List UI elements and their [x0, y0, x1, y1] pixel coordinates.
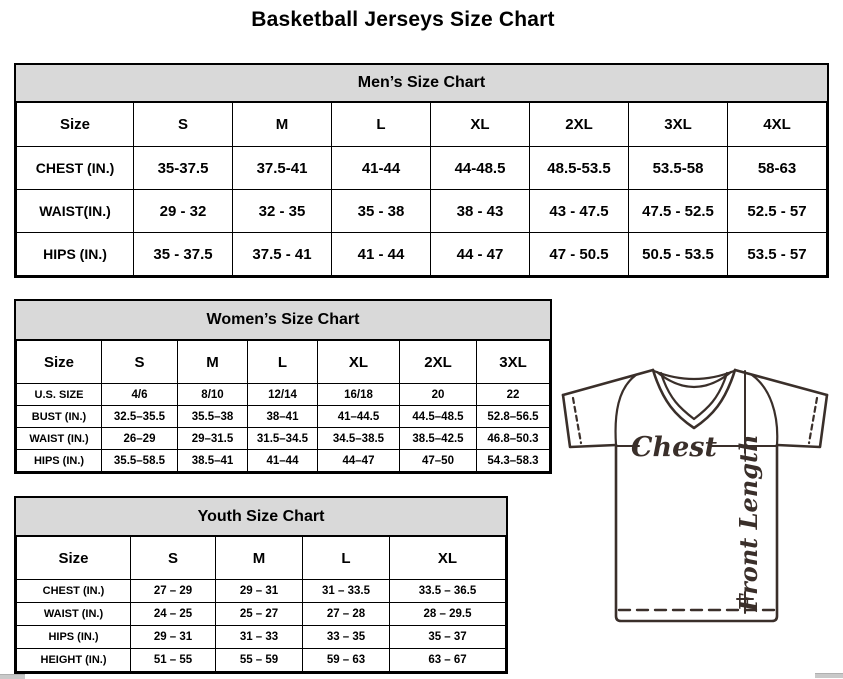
jersey-left-cuff-dashes — [573, 398, 581, 443]
column-header: L — [248, 341, 318, 384]
column-header: M — [216, 537, 303, 580]
jersey-left-sleeve — [563, 395, 616, 447]
column-header: 2XL — [400, 341, 477, 384]
size-cell: 35-37.5 — [134, 147, 233, 190]
column-header: M — [233, 103, 332, 147]
youth-size-table — [16, 536, 506, 672]
size-cell: 44.5–48.5 — [400, 406, 477, 428]
size-cell: 4/6 — [102, 384, 178, 406]
size-cell: 38 - 43 — [431, 190, 530, 233]
size-cell: 41–44 — [248, 450, 318, 472]
size-cell: 16/18 — [318, 384, 400, 406]
size-cell: 59 – 63 — [303, 649, 390, 672]
size-cell: 29 - 32 — [134, 190, 233, 233]
youth-chart-title: Youth Size Chart — [16, 498, 506, 536]
size-cell: 32 - 35 — [233, 190, 332, 233]
mens-size-chart — [14, 63, 829, 278]
column-header: S — [102, 341, 178, 384]
table-row — [17, 384, 550, 406]
table-row — [17, 147, 827, 190]
size-cell: 54.3–58.3 — [477, 450, 550, 472]
size-cell: 53.5 - 57 — [728, 233, 827, 276]
size-column-header: Size — [17, 103, 134, 147]
womens-size-table — [16, 340, 550, 472]
scrollbar-left-button[interactable] — [0, 674, 25, 679]
size-cell: 48.5-53.5 — [530, 147, 629, 190]
size-cell: 20 — [400, 384, 477, 406]
jersey-measurement-diagram — [552, 358, 843, 638]
jersey-left-shoulder — [563, 370, 653, 395]
size-column-header: Size — [17, 341, 102, 384]
column-header: S — [131, 537, 216, 580]
jersey-right-shoulder — [735, 370, 827, 395]
size-cell: 43 - 47.5 — [530, 190, 629, 233]
table-row — [17, 580, 506, 603]
size-cell: 35 - 37.5 — [134, 233, 233, 276]
chest-label: Chest — [631, 432, 717, 463]
column-header: 3XL — [477, 341, 550, 384]
size-cell: 35.5–58.5 — [102, 450, 178, 472]
size-cell: 31 – 33.5 — [303, 580, 390, 603]
size-cell: 50.5 - 53.5 — [629, 233, 728, 276]
size-column-header: Size — [17, 537, 131, 580]
size-cell: 29 – 31 — [216, 580, 303, 603]
row-label: BUST (IN.) — [17, 406, 102, 428]
column-header-row — [17, 537, 506, 580]
row-label: CHEST (IN.) — [17, 580, 131, 603]
size-cell: 44-48.5 — [431, 147, 530, 190]
column-header-row — [17, 341, 550, 384]
column-header: M — [178, 341, 248, 384]
size-cell: 41 - 44 — [332, 233, 431, 276]
size-cell: 31.5–34.5 — [248, 428, 318, 450]
column-header: 3XL — [629, 103, 728, 147]
jersey-right-cuff-dashes — [809, 398, 817, 443]
size-cell: 47.5 - 52.5 — [629, 190, 728, 233]
column-header: L — [303, 537, 390, 580]
size-cell: 41-44 — [332, 147, 431, 190]
size-cell: 52.5 - 57 — [728, 190, 827, 233]
size-cell: 44 - 47 — [431, 233, 530, 276]
table-row — [17, 450, 550, 472]
size-cell: 52.8–56.5 — [477, 406, 550, 428]
column-header: XL — [390, 537, 506, 580]
size-cell: 29–31.5 — [178, 428, 248, 450]
column-header-row — [17, 103, 827, 147]
table-row — [17, 626, 506, 649]
size-cell: 58-63 — [728, 147, 827, 190]
size-cell: 38.5–42.5 — [400, 428, 477, 450]
page-title: Basketball Jerseys Size Chart — [251, 8, 555, 31]
table-row — [17, 406, 550, 428]
size-cell: 46.8–50.3 — [477, 428, 550, 450]
size-cell: 12/14 — [248, 384, 318, 406]
mens-size-table — [16, 102, 827, 276]
size-cell: 35 – 37 — [390, 626, 506, 649]
row-label: HIPS (IN.) — [17, 233, 134, 276]
column-header: 2XL — [530, 103, 629, 147]
size-cell: 32.5–35.5 — [102, 406, 178, 428]
row-label: HIPS (IN.) — [17, 450, 102, 472]
size-cell: 47 - 50.5 — [530, 233, 629, 276]
row-label: WAIST (IN.) — [17, 603, 131, 626]
scrollbar-right-button[interactable] — [815, 673, 843, 678]
size-cell: 35 - 38 — [332, 190, 431, 233]
size-cell: 35.5–38 — [178, 406, 248, 428]
row-label: HIPS (IN.) — [17, 626, 131, 649]
column-header: 4XL — [728, 103, 827, 147]
size-cell: 51 – 55 — [131, 649, 216, 672]
size-cell: 33 – 35 — [303, 626, 390, 649]
size-cell: 47–50 — [400, 450, 477, 472]
size-cell: 22 — [477, 384, 550, 406]
womens-size-chart — [14, 299, 552, 474]
column-header: L — [332, 103, 431, 147]
size-cell: 37.5 - 41 — [233, 233, 332, 276]
table-row — [17, 233, 827, 276]
size-cell: 29 – 31 — [131, 626, 216, 649]
front-length-label: Front Length — [734, 434, 763, 612]
size-cell: 8/10 — [178, 384, 248, 406]
table-row — [17, 190, 827, 233]
youth-size-chart — [14, 496, 508, 674]
row-label: WAIST (IN.) — [17, 428, 102, 450]
size-cell: 55 – 59 — [216, 649, 303, 672]
row-label: U.S. SIZE — [17, 384, 102, 406]
column-header: XL — [318, 341, 400, 384]
row-label: WAIST(IN.) — [17, 190, 134, 233]
mens-chart-title: Men’s Size Chart — [16, 65, 827, 102]
jersey-right-sleeve — [777, 395, 827, 447]
column-header: XL — [431, 103, 530, 147]
womens-chart-title: Women’s Size Chart — [16, 301, 550, 340]
size-cell: 26–29 — [102, 428, 178, 450]
column-header: S — [134, 103, 233, 147]
size-cell: 34.5–38.5 — [318, 428, 400, 450]
size-cell: 53.5-58 — [629, 147, 728, 190]
row-label: HEIGHT (IN.) — [17, 649, 131, 672]
size-cell: 44–47 — [318, 450, 400, 472]
size-cell: 38–41 — [248, 406, 318, 428]
size-cell: 24 – 25 — [131, 603, 216, 626]
size-cell: 38.5–41 — [178, 450, 248, 472]
table-row — [17, 649, 506, 672]
row-label: CHEST (IN.) — [17, 147, 134, 190]
size-cell: 27 – 28 — [303, 603, 390, 626]
size-cell: 31 – 33 — [216, 626, 303, 649]
size-cell: 41–44.5 — [318, 406, 400, 428]
size-cell: 37.5-41 — [233, 147, 332, 190]
table-row — [17, 603, 506, 626]
size-cell: 27 – 29 — [131, 580, 216, 603]
size-cell: 63 – 67 — [390, 649, 506, 672]
table-row — [17, 428, 550, 450]
size-cell: 28 – 29.5 — [390, 603, 506, 626]
size-cell: 25 – 27 — [216, 603, 303, 626]
size-cell: 33.5 – 36.5 — [390, 580, 506, 603]
